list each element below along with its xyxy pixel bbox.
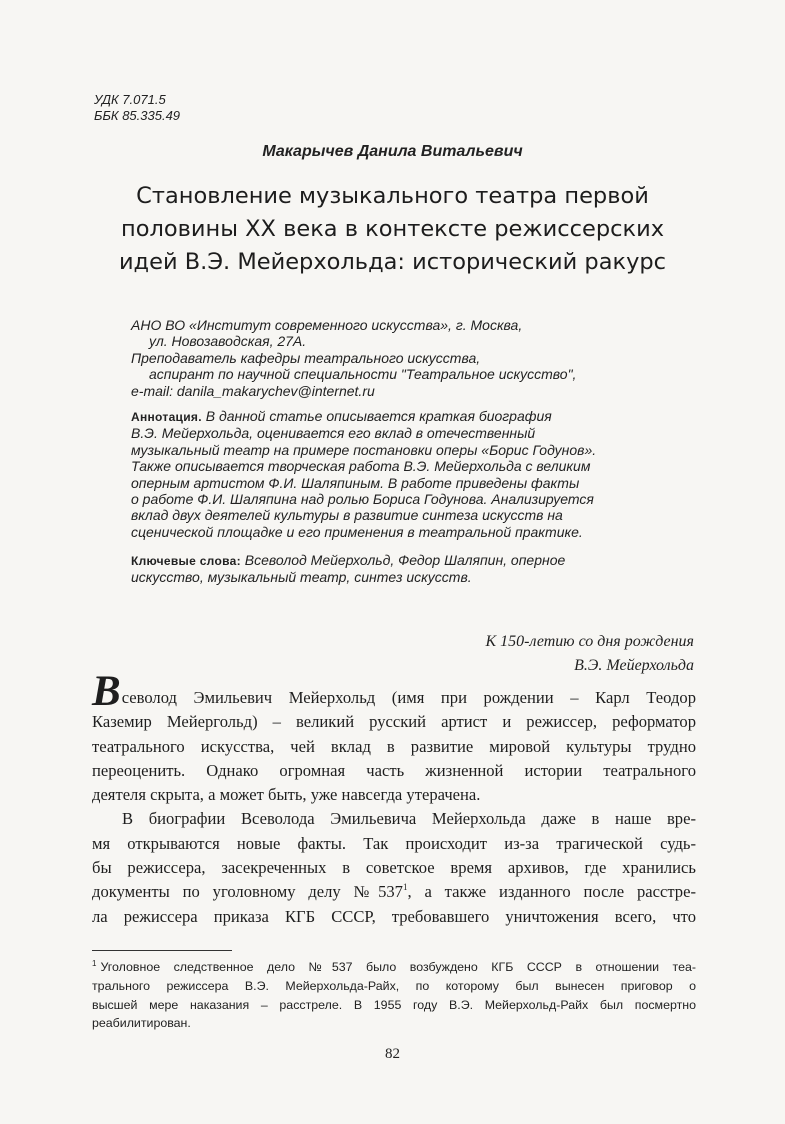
title-line: половины XX века в контексте режиссерских — [120, 216, 665, 242]
footnote-line: трального режиссера В.Э. Мейерхольда-Райх, по которому был вынесен приговор о — [92, 978, 696, 993]
keywords — [131, 552, 691, 586]
body-line-text: документы по уголовному делу №537 — [92, 882, 403, 902]
abstract-line: Также описывается творческая работа В.Э. Мейерхольда с великим — [131, 458, 591, 475]
abstract — [131, 408, 691, 540]
abstract-label: Аннотация. — [131, 410, 202, 424]
body-line — [92, 880, 696, 904]
affiliation-line: Преподаватель кафедры театрального искусства, — [131, 349, 481, 366]
footnote-line: высшей мере наказания – расстреле. В 1955 году В.Э. Мейерхольд-Райх был посмертно — [92, 997, 696, 1012]
epigraph-line: В.Э. Мейерхольда — [574, 657, 694, 674]
body-line: ла режиссера приказа КГБ СССР, требовавшего уничтожения всего, что — [92, 906, 696, 926]
drop-cap: В — [92, 668, 121, 715]
footnote-divider — [92, 950, 232, 951]
body-line-text: севолод Эмильевич Мейерхольд (имя при рождении – Карл Теодор — [121, 688, 696, 707]
epigraph — [486, 630, 694, 678]
footnote-reference[interactable]: 1 — [402, 882, 408, 893]
title-line: идей В.Э. Мейерхольда: исторический ракурс — [118, 249, 667, 275]
udk-code: УДК 7.071.5 — [94, 92, 166, 107]
abstract-line: В.Э. Мейерхольда, оценивается его вклад в отечественный — [131, 425, 536, 442]
author-email: e-mail: danila_makarychev@internet.ru — [131, 382, 375, 399]
body-line: переоценить. Однако огромная часть жизненной истории театрального — [92, 760, 696, 780]
author-name: Макарычев Данила Витальевич — [262, 143, 523, 160]
body-line — [92, 668, 696, 715]
affiliation-line: ул. Новозаводская, 27А. — [149, 333, 307, 350]
keywords-label: Ключевые слова: — [131, 554, 241, 568]
body-line: театрального искусства, чей вклад в развитие мировой культуры трудно — [92, 736, 696, 756]
abstract-line: вклад двух деятелей культуры в развитие синтеза искусств на — [131, 507, 563, 524]
body-line: бы режиссера, засекреченных в советское время архивов, где хранились — [92, 858, 696, 878]
abstract-line: о работе Ф.И. Шаляпина над ролью Бориса Годунова. Анализируется — [131, 491, 594, 508]
body-line: мя открываются новые факты. Так происходит из-за трагической судь- — [92, 833, 696, 853]
body-line: В биографии Всеволода Эмильевича Мейерхольда даже в наше вре- — [122, 809, 696, 829]
footnote-line-text: Уголовное следственное дело №537 было возбуждено КГБ СССР в отношении теа- — [100, 960, 696, 974]
affiliation-line: аспирант по научной специальности "Театральное искусство", — [149, 366, 577, 383]
epigraph-line: К 150-летию со дня рождения — [485, 633, 694, 650]
abstract-line: оперным артистом Ф.И. Шаляпиным. В работе приведены факты — [131, 474, 580, 491]
body-line: деятеля скрыта, а может быть, уже навсегда утерачена. — [92, 785, 481, 805]
article-title — [60, 180, 725, 279]
keywords-line: искусство, музыкальный театр, синтез искусств. — [131, 569, 472, 586]
title-line: Становление музыкального театра первой — [136, 183, 649, 209]
keywords-line: Всеволод Мейерхольд, Федор Шаляпин, оперное — [240, 552, 566, 568]
abstract-line: музыкальный театр на примере постановки оперы «Борис Годунов». — [131, 441, 597, 458]
classification-codes — [94, 92, 180, 124]
footnote-line — [92, 958, 696, 977]
body-text — [92, 668, 696, 929]
bbk-code: ББК 85.335.49 — [94, 108, 181, 123]
abstract-line: сценической площадке и его применения в театральной практике. — [131, 523, 583, 540]
author-affiliation — [131, 317, 691, 399]
footnote-marker: 1 — [92, 959, 97, 968]
footnote-line: реабилитирован. — [92, 1016, 191, 1031]
body-line: Каземир Мейергольд) – великий русский артист и режиссер, реформатор — [92, 712, 696, 732]
affiliation-line: АНО ВО «Институт современного искусства», г. Москва, — [131, 317, 523, 333]
page-number: 82 — [385, 1046, 400, 1062]
abstract-line: В данной статье описывается краткая биография — [201, 408, 552, 424]
body-line-text: , а также изданного после расстре- — [407, 882, 696, 902]
footnote — [92, 958, 696, 1033]
